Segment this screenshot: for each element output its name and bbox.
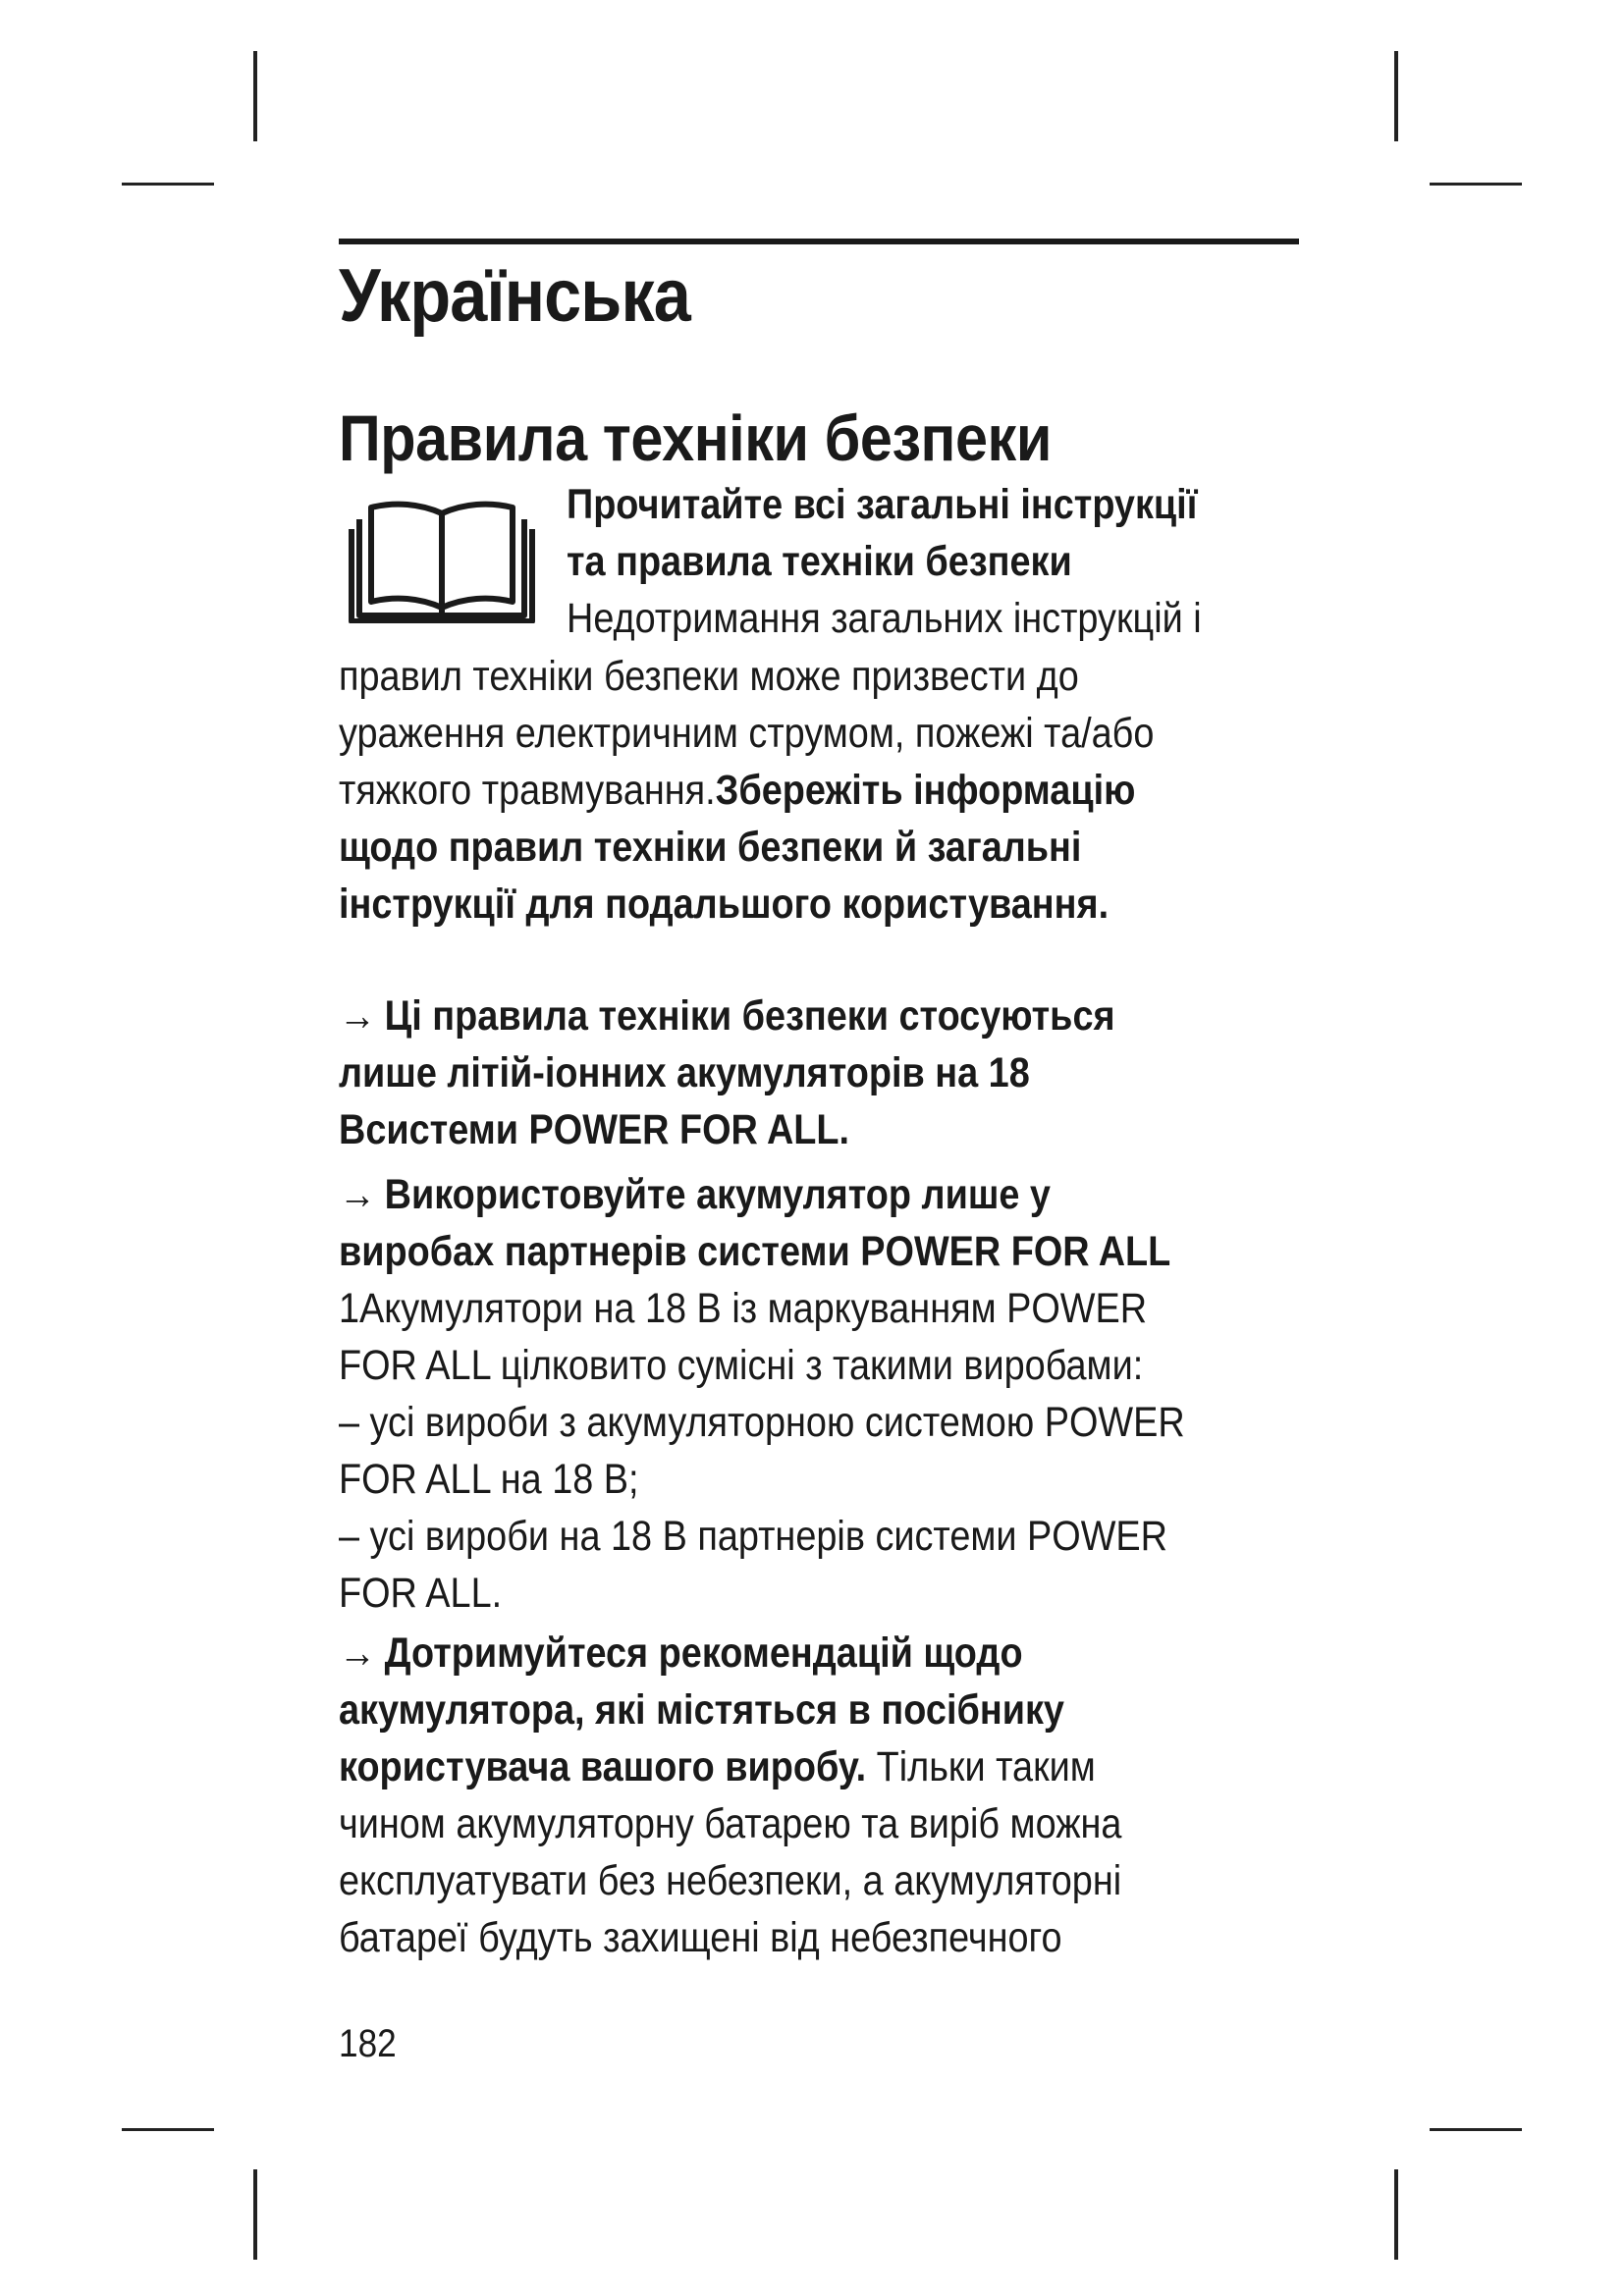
crop-mark-bottom-left-vertical bbox=[253, 2169, 257, 2260]
intro-paragraph-continued bbox=[339, 648, 1255, 933]
intro-paragraph bbox=[567, 476, 1483, 647]
crop-mark-bottom-right-horizontal bbox=[1430, 2128, 1522, 2131]
block-line: виробах партнерів системи POWER FOR ALL bbox=[339, 1228, 1171, 1275]
arrow-icon: → bbox=[339, 1629, 376, 1677]
block-line: FOR ALL на 18 В; bbox=[339, 1456, 639, 1503]
block-line: – усі вироби з акумуляторною системою POWER bbox=[339, 1399, 1185, 1446]
crop-mark-bottom-right-vertical bbox=[1394, 2169, 1398, 2260]
crop-mark-top-right-vertical bbox=[1394, 51, 1398, 141]
block-line: 1Акумулятори на 18 В із маркуванням POWER bbox=[339, 1285, 1148, 1332]
block-line-bold: користувача вашого виробу. bbox=[339, 1743, 867, 1790]
page-number: 182 bbox=[339, 2022, 397, 2065]
crop-mark-top-right-horizontal bbox=[1430, 183, 1522, 186]
safety-block-3 bbox=[339, 1625, 1255, 1966]
block-line: Ці правила техніки безпеки стосуються bbox=[384, 992, 1115, 1040]
block-line: Дотримуйтеся рекомендацій щодо bbox=[384, 1629, 1023, 1677]
crop-mark-top-left-horizontal bbox=[122, 183, 214, 186]
crop-mark-top-left-vertical bbox=[253, 51, 257, 141]
block-line: FOR ALL. bbox=[339, 1570, 503, 1617]
arrow-icon: → bbox=[339, 992, 376, 1040]
block-line: Всистеми POWER FOR ALL. bbox=[339, 1106, 850, 1153]
block-line-regular: Тільки таким bbox=[866, 1743, 1096, 1790]
block-line: лише літій-іонних акумуляторів на 18 bbox=[339, 1049, 1030, 1096]
intro-line: ураження електричним струмом, пожежі та/або bbox=[339, 710, 1155, 757]
block-line: Використовуйте акумулятор лише у bbox=[384, 1171, 1051, 1218]
block-line: – усі вироби на 18 В партнерів системи POWER bbox=[339, 1513, 1168, 1560]
language-heading: Українська bbox=[339, 254, 690, 338]
intro-bold-line: та правила техніки безпеки bbox=[567, 538, 1072, 585]
book-icon bbox=[344, 486, 540, 623]
intro-line: Недотримання загальних інструкцій і bbox=[567, 595, 1202, 642]
crop-mark-bottom-left-horizontal bbox=[122, 2128, 214, 2131]
block-line: чином акумуляторну батарею та виріб можна bbox=[339, 1800, 1122, 1847]
intro-line-bold: Збережіть інформацію bbox=[715, 767, 1136, 814]
heading-rule bbox=[339, 239, 1299, 244]
intro-bold-line: інструкції для подальшого користування. bbox=[339, 881, 1110, 928]
intro-line: правил техніки безпеки може призвести до bbox=[339, 653, 1079, 700]
safety-block-1 bbox=[339, 988, 1255, 1158]
safety-block-2 bbox=[339, 1166, 1255, 1622]
block-line: батареї будуть захищені від небезпечного bbox=[339, 1914, 1062, 1961]
section-heading: Правила техніки безпеки bbox=[339, 401, 1052, 474]
block-line: FOR ALL цілковито сумісні з такими виробами: bbox=[339, 1342, 1144, 1389]
block-line: експлуатувати без небезпеки, а акумуляторні bbox=[339, 1857, 1122, 1904]
arrow-icon: → bbox=[339, 1171, 376, 1218]
intro-line-regular: тяжкого травмування. bbox=[339, 767, 716, 814]
block-line: акумулятора, які містяться в посібнику bbox=[339, 1686, 1064, 1734]
intro-bold-line: щодо правил техніки безпеки й загальні bbox=[339, 824, 1082, 871]
intro-bold-line: Прочитайте всі загальні інструкції bbox=[567, 481, 1198, 528]
